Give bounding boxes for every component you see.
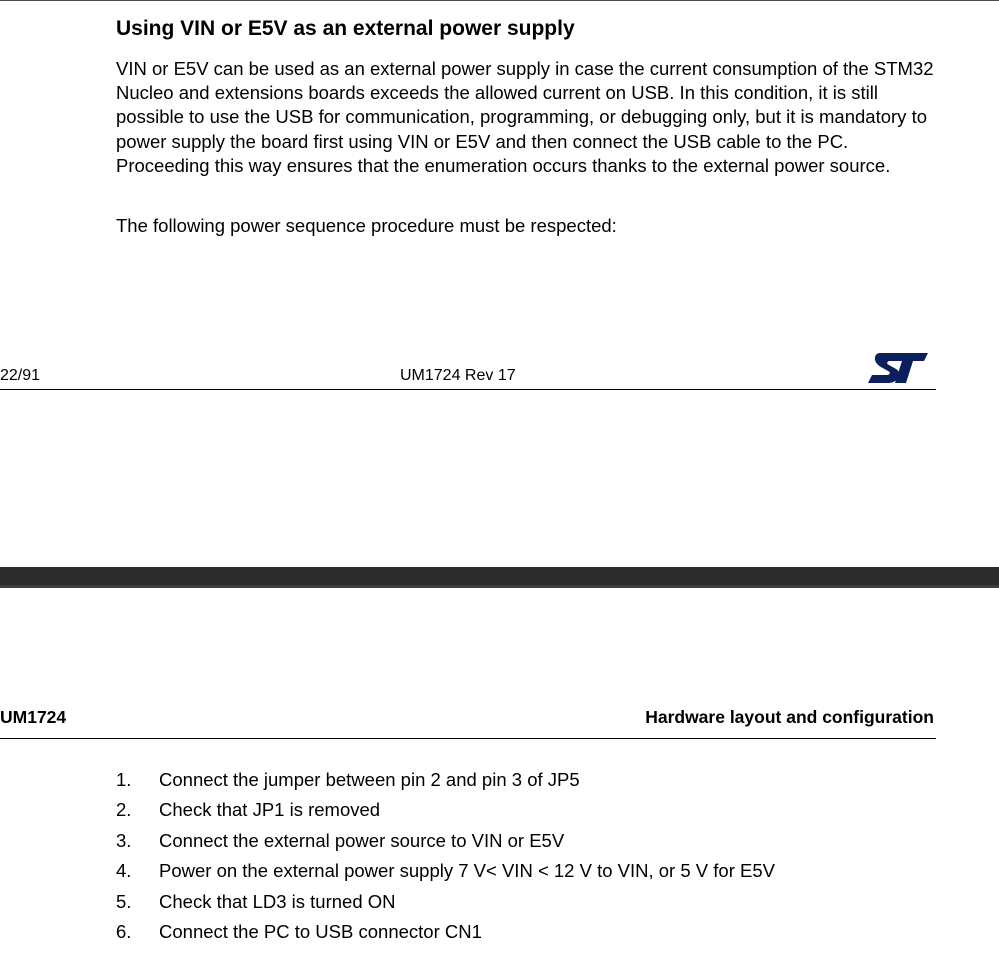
- header-doc-id: UM1724: [0, 707, 67, 727]
- step-number: 4.: [116, 860, 132, 882]
- body-paragraph-2: The following power sequence procedure must be respected:: [116, 215, 617, 236]
- step-text: Power on the external power supply 7 V< VIN < 12 V to VIN, or 5 V for E5V: [159, 860, 775, 882]
- list-item: [116, 798, 775, 828]
- page-separator: [0, 567, 999, 588]
- step-number: 1.: [116, 769, 132, 790]
- step-text: Check that JP1 is removed: [159, 799, 381, 821]
- step-number: 3.: [116, 829, 132, 851]
- step-text: Connect the PC to USB connector CN1: [159, 920, 482, 942]
- step-number: 6.: [116, 920, 132, 942]
- st-logo-icon: [866, 351, 930, 385]
- step-text: Check that LD3 is turned ON: [159, 890, 396, 912]
- footer-rule: [0, 389, 936, 390]
- list-item: [116, 829, 775, 859]
- page-top-border: [0, 0, 999, 1]
- section-heading: Using VIN or E5V as an external power supply: [116, 17, 575, 40]
- step-text: Connect the jumper between pin 2 and pin 3 of JP5: [159, 769, 580, 790]
- step-text: Connect the external power source to VIN or E5V: [159, 829, 565, 851]
- power-sequence-list: [116, 768, 775, 950]
- step-number: 2.: [116, 799, 132, 821]
- list-item: [116, 890, 775, 920]
- body-paragraph-1: VIN or E5V can be used as an external power supply in case the current consumption of the STM32 Nucleo and extensions boards exceeds the allowed current on USB. In this condition, it is still possible to use the USB for communication, programming, or debugging only, but it is mandatory to power supply the board first using VIN or E5V and then connect the USB cable to the PC. Proceeding this way ensures that the enumeration occurs thanks to the external power source.: [116, 58, 934, 176]
- header-chapter-title: Hardware layout and configuration: [645, 707, 934, 727]
- list-item: [116, 768, 775, 798]
- footer-page-number: 22/91: [0, 367, 41, 384]
- list-item: [116, 859, 775, 889]
- footer-doc-revision: UM1724 Rev 17: [400, 367, 516, 384]
- list-item: [116, 920, 775, 950]
- step-number: 5.: [116, 890, 132, 912]
- header-rule: [0, 738, 936, 739]
